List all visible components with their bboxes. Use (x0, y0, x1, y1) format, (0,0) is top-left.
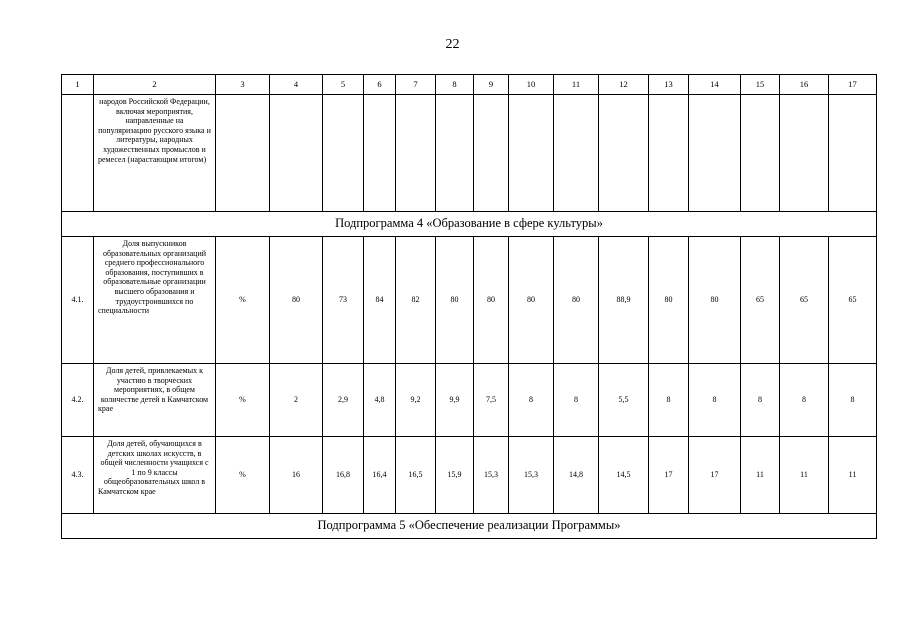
subprogram-4-title: Подпрограмма 4 «Образование в сфере культуры» (62, 212, 877, 237)
table-row (62, 437, 877, 514)
indicator-name: Доля детей, обучающихся в детских школах искусств, в общей численности учащихся с 1 по 9 классы общеобразовательных школ в Камчатском крае (94, 437, 216, 514)
value-cell: 5,5 (599, 364, 649, 437)
value-cell: 14,8 (554, 437, 599, 514)
value-cell (649, 95, 689, 212)
indicator-name: Доля выпускников образовательных организаций среднего профессионального образования, поступивших в образовательные организации высшего образования и трудоустроившихся по специальности (94, 237, 216, 364)
page-number: 22 (445, 37, 460, 52)
unit-cell: % (216, 364, 270, 437)
value-cell: 80 (474, 237, 509, 364)
column-header: 2 (94, 75, 216, 95)
value-cell (741, 95, 780, 212)
value-cell: 8 (554, 364, 599, 437)
value-cell: 8 (741, 364, 780, 437)
value-cell: 65 (780, 237, 829, 364)
value-cell: 16,5 (396, 437, 436, 514)
value-cell: 16,4 (364, 437, 396, 514)
value-cell: 15,3 (509, 437, 554, 514)
table-row (62, 95, 877, 212)
value-cell: 2,9 (323, 364, 364, 437)
value-cell (474, 95, 509, 212)
column-header: 5 (323, 75, 364, 95)
column-header: 9 (474, 75, 509, 95)
indicators-table (61, 74, 877, 539)
value-cell: 17 (649, 437, 689, 514)
header-row (62, 75, 877, 95)
value-cell: 65 (829, 237, 877, 364)
value-cell: 65 (741, 237, 780, 364)
indicator-name: Доля детей, привлекаемых к участию в творческих мероприятиях, в общем количестве детей в Камчатском крае (94, 364, 216, 437)
column-header: 15 (741, 75, 780, 95)
column-header: 12 (599, 75, 649, 95)
row-number: 4.1. (62, 237, 94, 364)
value-cell: 9,2 (396, 364, 436, 437)
row-number: 4.3. (62, 437, 94, 514)
value-cell: 80 (270, 237, 323, 364)
value-cell: 15,3 (474, 437, 509, 514)
value-cell: 8 (780, 364, 829, 437)
value-cell: 14,5 (599, 437, 649, 514)
row-number: 4.2. (62, 364, 94, 437)
value-cell: 80 (689, 237, 741, 364)
indicator-name: народов Российской Федерации, включая мероприятия, направленные на популяризацию русского языка и литературы, народных художественных промыслов и ремесел (нарастающим итогом) (94, 95, 216, 212)
unit-cell (216, 95, 270, 212)
value-cell (780, 95, 829, 212)
column-header: 11 (554, 75, 599, 95)
subprogram-5-title-row (62, 514, 877, 539)
value-cell (829, 95, 877, 212)
value-cell: 84 (364, 237, 396, 364)
column-header: 13 (649, 75, 689, 95)
value-cell: 11 (829, 437, 877, 514)
value-cell (396, 95, 436, 212)
value-cell: 80 (509, 237, 554, 364)
value-cell: 17 (689, 437, 741, 514)
value-cell: 11 (741, 437, 780, 514)
value-cell: 4,8 (364, 364, 396, 437)
column-header: 17 (829, 75, 877, 95)
column-header: 6 (364, 75, 396, 95)
value-cell: 80 (649, 237, 689, 364)
value-cell (270, 95, 323, 212)
row-number (62, 95, 94, 212)
value-cell: 88,9 (599, 237, 649, 364)
value-cell (509, 95, 554, 212)
table-row (62, 237, 877, 364)
value-cell: 8 (689, 364, 741, 437)
value-cell: 16,8 (323, 437, 364, 514)
value-cell (554, 95, 599, 212)
value-cell: 8 (509, 364, 554, 437)
value-cell (436, 95, 474, 212)
value-cell: 80 (554, 237, 599, 364)
unit-cell: % (216, 437, 270, 514)
column-header: 8 (436, 75, 474, 95)
column-header: 4 (270, 75, 323, 95)
value-cell (689, 95, 741, 212)
value-cell: 15,9 (436, 437, 474, 514)
value-cell: 8 (829, 364, 877, 437)
table-row (62, 364, 877, 437)
subprogram-4-title-row (62, 212, 877, 237)
value-cell (599, 95, 649, 212)
value-cell: 7,5 (474, 364, 509, 437)
value-cell: 11 (780, 437, 829, 514)
value-cell (323, 95, 364, 212)
unit-cell: % (216, 237, 270, 364)
column-header: 3 (216, 75, 270, 95)
subprogram-5-title: Подпрограмма 5 «Обеспечение реализации Программы» (62, 514, 877, 539)
value-cell: 8 (649, 364, 689, 437)
value-cell: 2 (270, 364, 323, 437)
value-cell (364, 95, 396, 212)
column-header: 7 (396, 75, 436, 95)
value-cell: 16 (270, 437, 323, 514)
value-cell: 82 (396, 237, 436, 364)
column-header: 14 (689, 75, 741, 95)
value-cell: 9,9 (436, 364, 474, 437)
column-header: 1 (62, 75, 94, 95)
column-header: 10 (509, 75, 554, 95)
column-header: 16 (780, 75, 829, 95)
value-cell: 80 (436, 237, 474, 364)
value-cell: 73 (323, 237, 364, 364)
